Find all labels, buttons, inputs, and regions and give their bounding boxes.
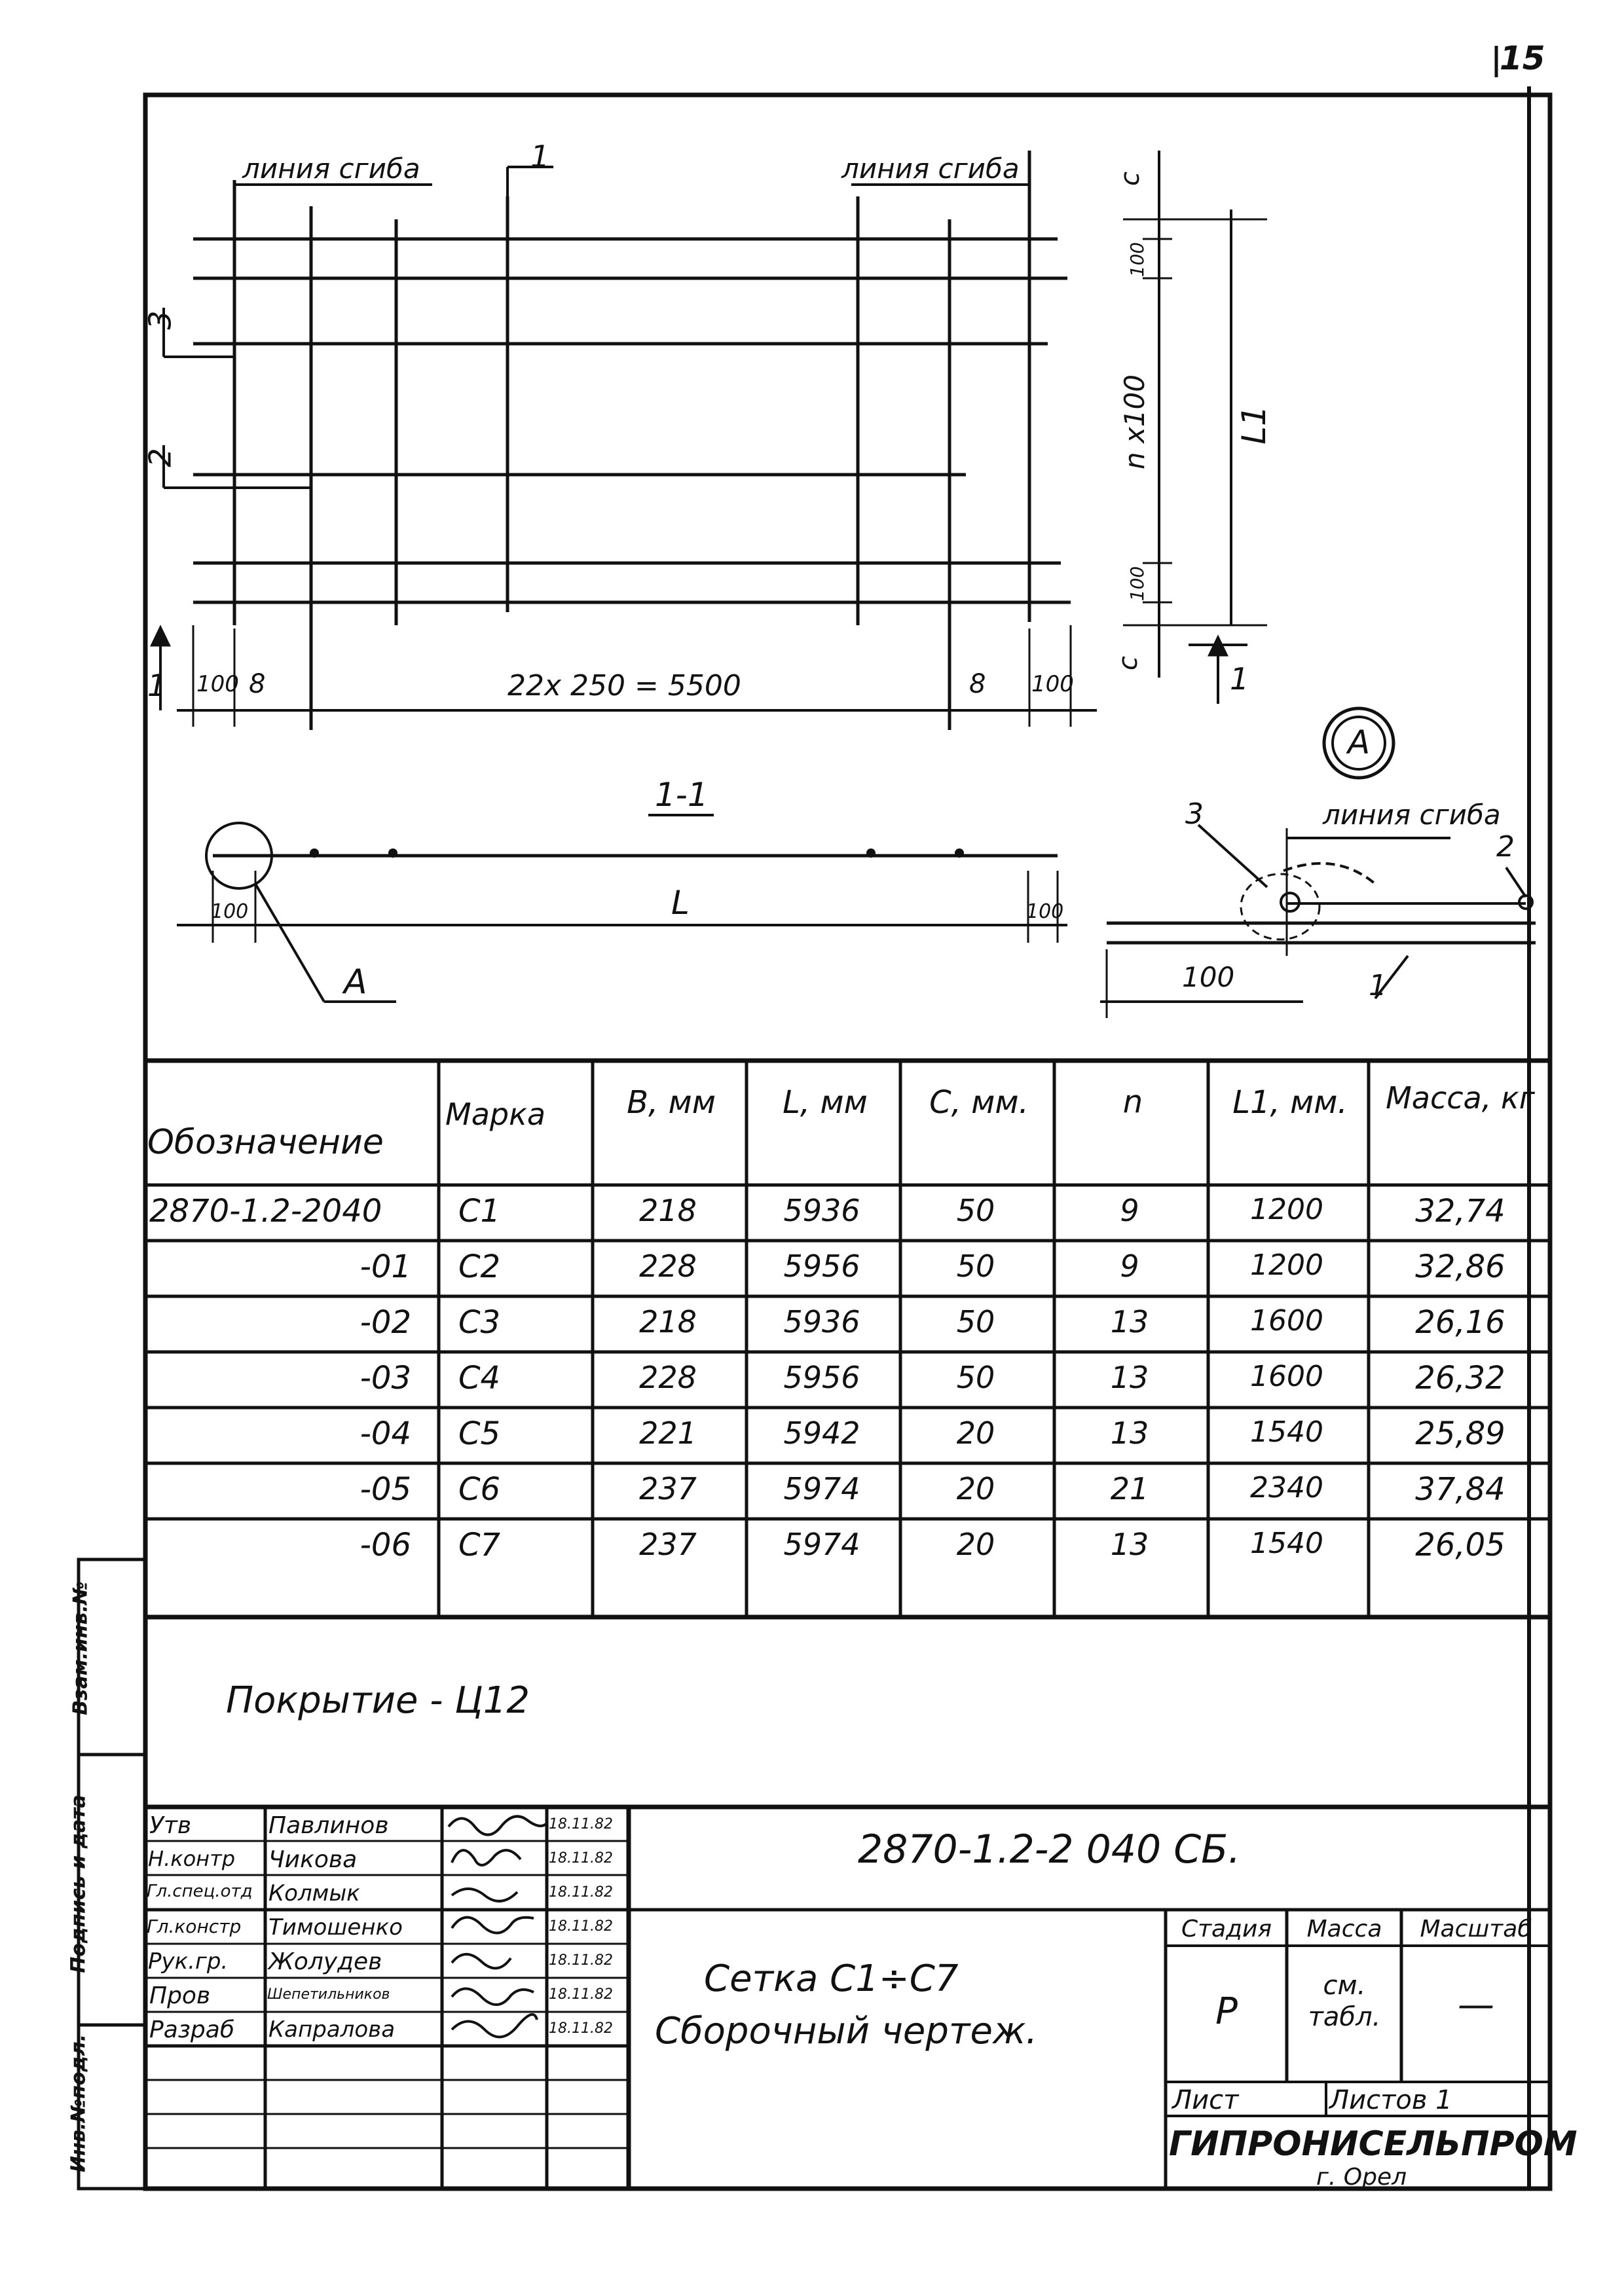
mass-value-1: см.: [1323, 1971, 1366, 2001]
sheets-label: Листов 1: [1329, 2085, 1452, 2115]
signer-role: Разраб: [149, 2016, 235, 2043]
dim-8-left: 8: [249, 669, 266, 699]
signer-role: Утв: [149, 1812, 192, 1839]
row-l: 5936: [783, 1304, 860, 1339]
dim-100-section-right: 100: [1026, 900, 1064, 923]
row-mark: C5: [458, 1415, 501, 1452]
document-title-line1: Сетка С1÷С7: [704, 1958, 959, 2000]
signer-date: 18.11.82: [549, 1884, 613, 1901]
signer-date: 18.11.82: [549, 1850, 613, 1867]
row-mass: 32,74: [1415, 1193, 1505, 1230]
row-b: 228: [639, 1248, 697, 1284]
row-l: 5974: [783, 1471, 860, 1506]
mass-value-2: табл.: [1308, 2002, 1381, 2032]
detail-a-view: [1100, 708, 1536, 1018]
detail-dim-100: 100: [1182, 961, 1235, 993]
row-n: 13: [1110, 1415, 1149, 1451]
row-designation: -03: [360, 1360, 411, 1396]
header-l1: L1, мм.: [1232, 1084, 1348, 1121]
signer-role: Пров: [149, 1982, 211, 2009]
dim-100-bottom: 100: [1126, 566, 1149, 602]
row-b: 218: [639, 1193, 697, 1228]
side-stamp-inv-orig: Инв.№подл.: [67, 2033, 90, 2173]
mesh-plan: [153, 151, 1267, 730]
dim-100-right: 100: [1031, 671, 1074, 697]
dim-L: L: [671, 884, 690, 922]
bar-label-1: 1: [530, 139, 550, 174]
organization-name: ГИПРОНИСЕЛЬПРОМ: [1169, 2124, 1578, 2164]
header-mass: Масса, кг: [1386, 1080, 1535, 1116]
row-l: 5956: [783, 1360, 860, 1395]
section-view: [177, 815, 1067, 1002]
row-mark: C4: [458, 1360, 501, 1396]
detail-circle-label: A: [1348, 723, 1371, 761]
stage-label: Стадия: [1181, 1916, 1272, 1942]
scale-value: —: [1458, 1984, 1494, 2026]
detail-bend-line-label: линия сгиба: [1323, 799, 1501, 831]
row-c: 50: [956, 1360, 995, 1395]
dim-100-left: 100: [196, 671, 239, 697]
section-mark-right: 1: [1230, 661, 1249, 697]
signer-name: Чикова: [268, 1846, 358, 1873]
row-l1: 1600: [1250, 1360, 1323, 1393]
bend-line-label-left: линия сгиба: [242, 153, 420, 185]
coating-note: Покрытие - Ц12: [226, 1679, 530, 1722]
page-number: 15: [1500, 39, 1545, 77]
detail-label-3: 3: [1185, 797, 1204, 831]
signer-name: Жолудев: [268, 1948, 382, 1975]
row-mass: 26,05: [1415, 1527, 1505, 1563]
header-c: C, мм.: [929, 1084, 1029, 1121]
dim-span: 22x 250 = 5500: [507, 669, 741, 702]
row-l: 5942: [783, 1415, 860, 1451]
row-l1: 1600: [1250, 1304, 1323, 1338]
row-mark: C3: [458, 1304, 501, 1341]
row-mark: C2: [458, 1248, 501, 1285]
row-c: 20: [956, 1471, 995, 1506]
row-c: 50: [956, 1304, 995, 1339]
row-c: 20: [956, 1527, 995, 1562]
row-n: 13: [1110, 1527, 1149, 1562]
side-stamp-sign-date: Подпись и дата: [67, 1795, 90, 1973]
signer-role: Гл.спец.отд: [147, 1882, 253, 1901]
row-c: 50: [956, 1193, 995, 1228]
dim-c-bottom: c: [1113, 656, 1143, 670]
signer-name: Колмык: [268, 1880, 360, 1906]
sheet-label: Лист: [1172, 2085, 1239, 2115]
signer-name: Шепетильников: [267, 1986, 390, 2003]
row-mass: 32,86: [1415, 1248, 1505, 1285]
dim-8-right: 8: [969, 669, 986, 699]
bar-label-3: 3: [142, 310, 178, 330]
stage-value: Р: [1215, 1990, 1238, 2033]
dim-L1: L1: [1234, 405, 1273, 445]
row-b: 237: [639, 1527, 697, 1562]
row-designation: -05: [360, 1471, 411, 1508]
signer-role: Н.контр: [148, 1846, 236, 1871]
row-b: 237: [639, 1471, 697, 1506]
row-l1: 1540: [1250, 1415, 1323, 1449]
dim-100-section-left: 100: [211, 900, 249, 923]
signer-name: Капралова: [268, 2016, 396, 2043]
row-l: 5936: [783, 1193, 860, 1228]
row-l: 5974: [783, 1527, 860, 1562]
dim-nx100: n x100: [1118, 374, 1151, 469]
section-mark-left: 1: [147, 668, 167, 703]
header-mark: Марка: [445, 1097, 546, 1132]
row-mark: C1: [458, 1193, 501, 1230]
dim-c-top: c: [1115, 172, 1145, 186]
signatures: [449, 1816, 547, 2037]
row-b: 221: [639, 1415, 697, 1451]
signer-date: 18.11.82: [549, 1986, 613, 2003]
row-designation: -06: [360, 1527, 411, 1563]
scale-label: Масштаб: [1420, 1916, 1532, 1942]
row-l1: 1200: [1250, 1193, 1323, 1226]
row-l1: 1540: [1250, 1527, 1323, 1560]
row-n: 13: [1110, 1304, 1149, 1339]
row-mass: 26,32: [1415, 1360, 1505, 1396]
row-n: 9: [1120, 1248, 1139, 1284]
header-b: B, мм: [627, 1084, 716, 1121]
row-c: 50: [956, 1248, 995, 1284]
detail-label-2: 2: [1496, 830, 1515, 864]
header-l: L, мм: [783, 1084, 868, 1121]
signer-role: Гл.констр: [147, 1916, 242, 1937]
row-designation: -02: [360, 1304, 411, 1341]
detail-pointer-label: A: [344, 962, 367, 1002]
row-designation: -01: [360, 1248, 411, 1285]
side-stamp-replace-inv: Взам.инв.№: [69, 1581, 92, 1715]
row-designation: 2870-1.2-2040: [149, 1193, 382, 1230]
signer-name: Павлинов: [268, 1812, 389, 1839]
row-n: 9: [1120, 1193, 1139, 1228]
header-n: n: [1122, 1084, 1143, 1120]
section-title: 1-1: [655, 776, 709, 814]
signer-role: Рук.гр.: [148, 1948, 229, 1975]
row-n: 21: [1110, 1471, 1149, 1506]
row-l: 5956: [783, 1248, 860, 1284]
signer-name: Тимошенко: [268, 1914, 403, 1941]
row-l1: 2340: [1250, 1471, 1323, 1504]
row-b: 218: [639, 1304, 697, 1339]
bar-label-2: 2: [142, 448, 178, 467]
organization-city: г. Орел: [1316, 2164, 1407, 2191]
header-designation: Обозначение: [147, 1123, 384, 1162]
signer-date: 18.11.82: [549, 1918, 613, 1935]
row-mark: C6: [458, 1471, 501, 1508]
row-mass: 26,16: [1415, 1304, 1505, 1341]
row-c: 20: [956, 1415, 995, 1451]
signer-date: 18.11.82: [549, 1816, 613, 1832]
bend-line-label-right: линия сгиба: [841, 153, 1020, 185]
mass-label: Масса: [1306, 1916, 1382, 1942]
row-mass: 25,89: [1415, 1415, 1505, 1452]
row-mark: C7: [458, 1527, 501, 1563]
dim-100-top: 100: [1126, 242, 1149, 278]
document-code: 2870-1.2-2 040 СБ.: [858, 1827, 1241, 1872]
signer-date: 18.11.82: [549, 1952, 613, 1969]
row-mass: 37,84: [1415, 1471, 1505, 1508]
signer-date: 18.11.82: [549, 2020, 613, 2037]
row-n: 13: [1110, 1360, 1149, 1395]
row-l1: 1200: [1250, 1248, 1323, 1282]
detail-label-1: 1: [1369, 969, 1387, 1002]
row-b: 228: [639, 1360, 697, 1395]
document-title-line2: Сборочный чертеж.: [655, 2010, 1038, 2052]
row-designation: -04: [360, 1415, 411, 1452]
